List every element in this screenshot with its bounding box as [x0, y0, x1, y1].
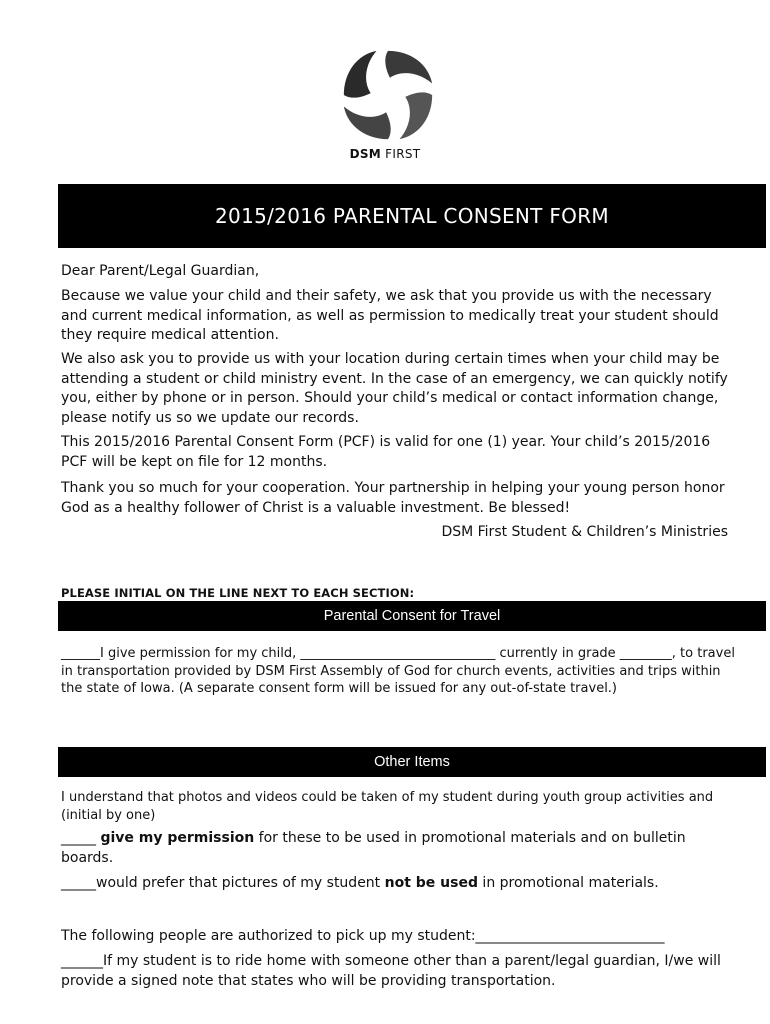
letter-paragraph-4: Thank you so much for your cooperation. Your partnership in helping your young person honor God as a healthy follower of Christ is a valuable investment. Be blessed!: [61, 480, 725, 516]
greeting: Dear Parent/Legal Guardian,: [61, 263, 260, 279]
ride-home-note[interactable]: ______If my student is to ride home with someone other than a parent/legal guardian, I/we will provide a signed note that states who will be providing transportation.: [61, 953, 721, 989]
form-title: 2015/2016 PARENTAL CONSENT FORM: [58, 184, 766, 248]
travel-consent-text[interactable]: ______I give permission for my child, ______________________________ currently in grade ________, to travel in transportation provided by DSM First Assembly of God for church events, activities and trips within the state of Iowa. (A separate consent form will be issued for any out-of-state travel.): [61, 646, 735, 696]
letter-paragraph-3: This 2015/2016 Parental Consent Form (PCF) is valid for one (1) year. Your child’s 2015/2016 PCF will be kept on file for 12 months.: [61, 434, 711, 470]
letter-signature: DSM First Student & Children’s Ministries: [441, 524, 728, 540]
photo-decline-option[interactable]: _____would prefer that pictures of my student not be used in promotional materials.: [61, 875, 659, 891]
dsm-first-logo-icon: [340, 47, 436, 143]
letter-paragraph-2: We also ask you to provide us with your location during certain times when your child may be attending a student or child ministry event. In the case of an emergency, we can quickly notify you, either by phone or in person. Should your child’s medical or contact information change, please notify us so we update our records.: [61, 351, 728, 426]
photo-permission-option[interactable]: _____ give my permission for these to be used in promotional materials and on bulletin boards.: [61, 830, 686, 866]
logo-wordmark: DSM FIRST: [349, 147, 421, 161]
letter-paragraph-1: Because we value your child and their safety, we ask that you provide us with the necessary and current medical information, as well as permission to medically treat your student should they require medical attention.: [61, 288, 719, 343]
section-heading-travel: Parental Consent for Travel: [58, 601, 766, 631]
section-heading-other: Other Items: [58, 747, 766, 777]
photo-consent-intro: I understand that photos and videos could be taken of my student during youth group activities and (initial by one): [61, 790, 714, 823]
authorized-pickup-line[interactable]: The following people are authorized to pick up my student:___________________________: [61, 928, 665, 944]
initial-instruction: PLEASE INITIAL ON THE LINE NEXT TO EACH SECTION:: [61, 586, 415, 600]
